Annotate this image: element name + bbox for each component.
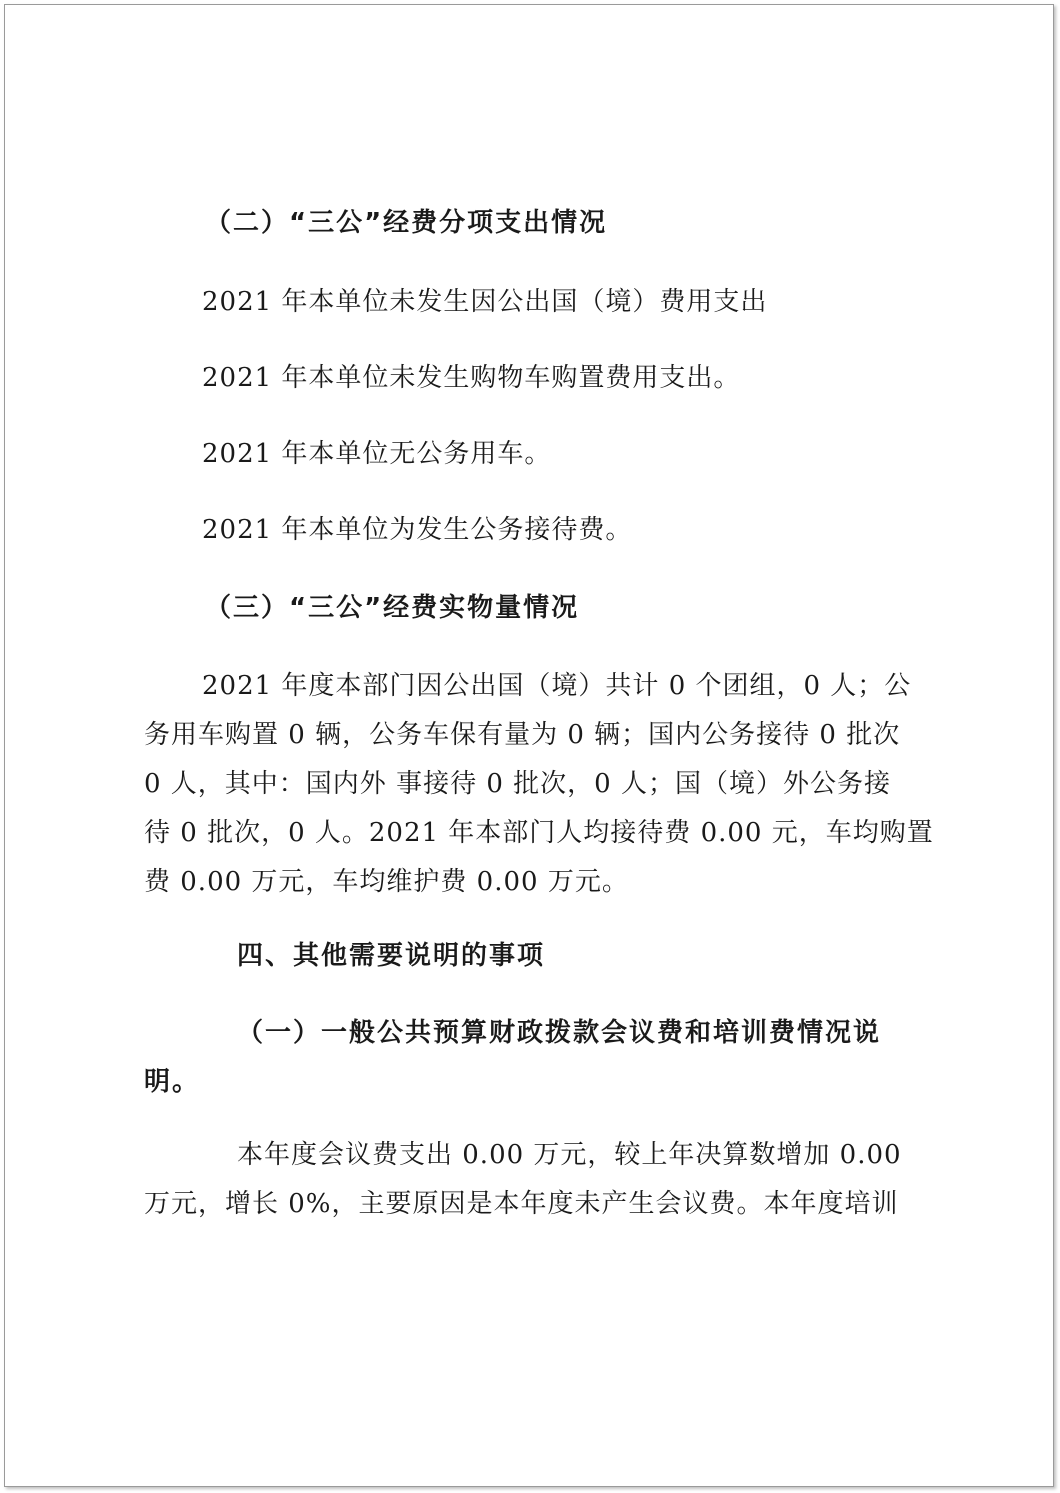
heading-section-4: 四、其他需要说明的事项 xyxy=(237,941,546,971)
heading-section-4-1-line-2: 明。 xyxy=(144,1067,201,1097)
para-quantity-line-5: 费 0.00 万元，车均维护费 0.00 万元。 xyxy=(144,867,629,897)
text-vehicle-purchase: 2021 年本单位未发生购物车购置费用支出。 xyxy=(202,363,741,393)
text-abroad-expense: 2021 年本单位未发生因公出国（境）费用支出 xyxy=(202,287,768,317)
heading-section-3: （三）“三公”经费实物量情况 xyxy=(205,593,580,623)
para-quantity-line-4: 待 0 批次，0 人。2021 年本部门人均接待费 0.00 元，车均购置 xyxy=(144,818,934,848)
para-quantity-line-2: 务用车购置 0 辆，公务车保有量为 0 辆；国内公务接待 0 批次 xyxy=(144,720,901,750)
heading-section-2: （二）“三公”经费分项支出情况 xyxy=(205,208,608,238)
text-no-official-vehicle: 2021 年本单位无公务用车。 xyxy=(202,439,552,469)
para-quantity-line-1: 2021 年度本部门因公出国（境）共计 0 个团组，0 人；公 xyxy=(202,671,912,701)
para-quantity-line-3: 0 人，其中：国内外 事接待 0 批次，0 人；国（境）外公务接 xyxy=(144,769,891,799)
para-meeting-line-2: 万元，增长 0%，主要原因是本年度未产生会议费。本年度培训 xyxy=(144,1189,899,1219)
heading-section-4-1-line-1: （一）一般公共预算财政拨款会议费和培训费情况说 xyxy=(237,1018,882,1048)
para-meeting-line-1: 本年度会议费支出 0.00 万元，较上年决算数增加 0.00 xyxy=(237,1140,902,1170)
text-reception-expense: 2021 年本单位为发生公务接待费。 xyxy=(202,515,633,545)
document-page xyxy=(4,4,1054,1487)
